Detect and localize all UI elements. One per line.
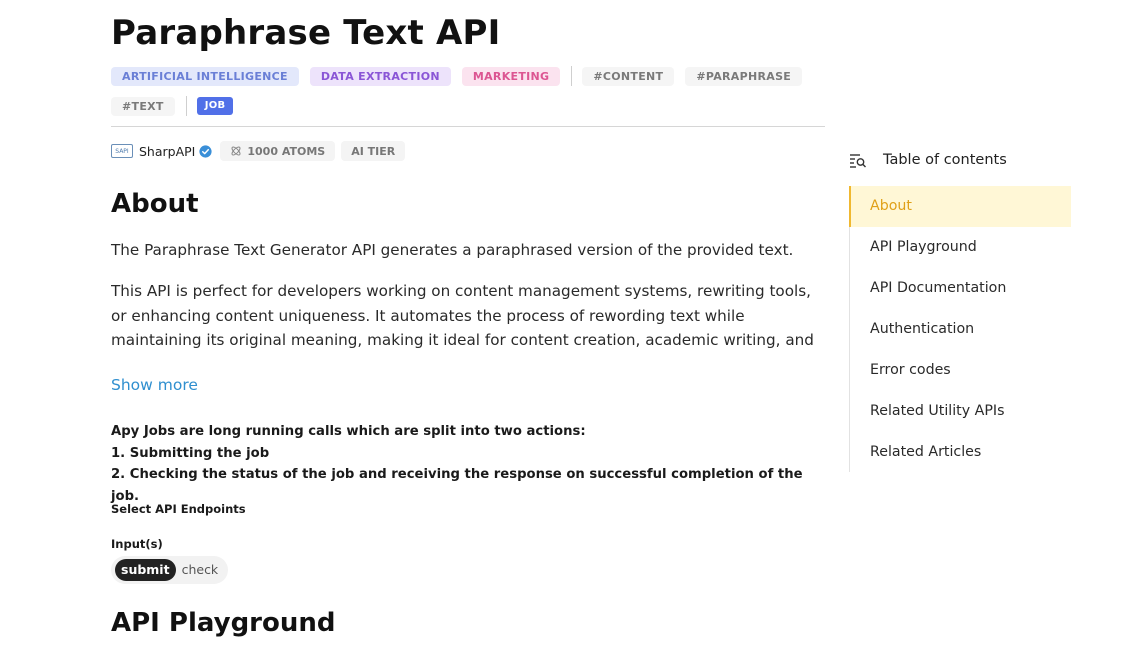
playground-heading: API Playground [111,608,336,638]
tag-category-data-extraction[interactable]: DATA EXTRACTION [310,67,451,86]
tag-divider [571,66,572,86]
tag-category-marketing[interactable]: MARKETING [462,67,561,86]
tag-divider [186,96,187,116]
toc-item-related-utility-apis[interactable]: Related Utility APIs [870,403,1005,419]
jobs-explainer [111,421,825,507]
sharpapi-logo: SAPI [111,144,133,158]
tag-hash-text[interactable]: #TEXT [111,97,175,116]
job-badge: JOB [197,97,234,115]
brand-name[interactable]: SharpAPI [139,143,196,159]
jobs-line: Apy Jobs are long running calls which are split into two actions: [111,424,586,439]
tag-hash-paraphrase[interactable]: #PARAPHRASE [685,67,802,86]
endpoint-toggle [111,556,228,584]
toc-item-related-articles[interactable]: Related Articles [870,444,982,460]
inputs-label: Input(s) [111,537,163,551]
page-title: Paraphrase Text API [111,13,501,53]
divider [111,126,825,127]
about-intro: The Paraphrase Text Generator API generates a paraphrased version of the provided text. [111,241,794,259]
toc-header [849,150,1007,170]
endpoint-check-option[interactable]: check [181,562,219,577]
show-more-link[interactable]: Show more [111,376,198,394]
toc-item-authentication[interactable]: Authentication [870,321,975,337]
atom-icon [230,145,242,157]
tag-list [111,66,825,116]
api-meta [111,142,411,160]
atoms-pill [220,141,335,161]
tag-category-ai[interactable]: ARTIFICIAL INTELLIGENCE [111,67,299,86]
atoms-count: 1000 ATOMS [247,144,326,158]
jobs-line: 2. Checking the status of the job and receiving the response on successful completion of the job. [111,467,803,504]
toc-item-error-codes[interactable]: Error codes [870,362,951,378]
jobs-line: 1. Submitting the job [111,445,270,461]
toc-item-api-documentation[interactable]: API Documentation [870,280,1007,296]
toc-item-api-playground[interactable]: API Playground [870,239,977,255]
about-body: This API is perfect for developers working on content management systems, rewriting tools, or enhancing content uniqueness. It automates the process of rewording text while maintaining its original meaning, making it ideal for content creation, academic writing, and [111,282,814,350]
tag-hash-content[interactable]: #CONTENT [582,67,674,86]
toc-title: Table of contents [883,152,1007,168]
toc-item-about[interactable]: About [849,186,1071,227]
toc-list [849,186,1071,472]
tier-pill: AI TIER [341,141,405,161]
endpoints-label: Select API Endpoints [111,502,246,516]
verified-check-icon [199,145,212,158]
list-search-icon [849,152,867,168]
about-heading: About [111,189,199,219]
endpoint-submit-option[interactable]: submit [115,559,176,581]
